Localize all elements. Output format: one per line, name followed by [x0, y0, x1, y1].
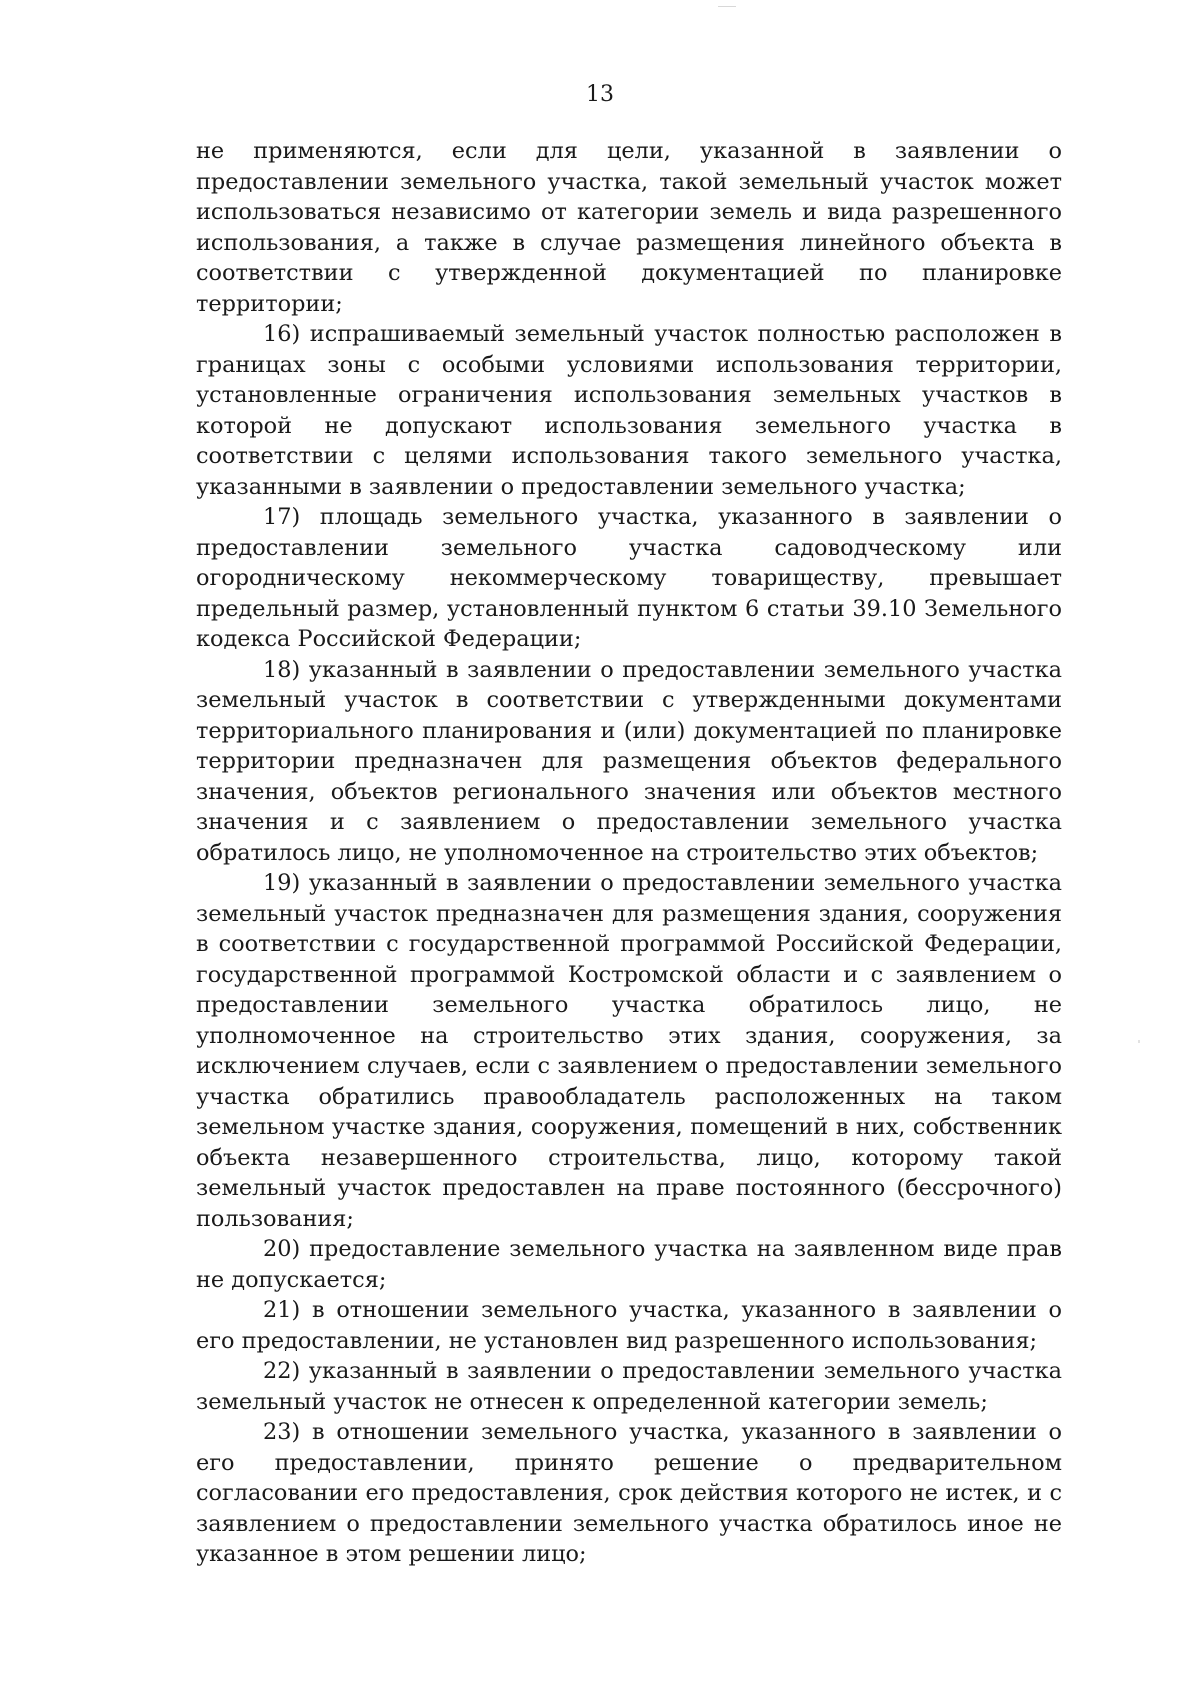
paragraph-item-20: 20) предоставление земельного участка на заявленном виде прав не допускается; — [196, 1236, 1062, 1293]
paragraph-item-16: 16) испрашиваемый земельный участок полностью расположен в границах зоны с особыми условиями использования территории, установленные ограничения использования земельных участков в которой не допускают использования земельного участка в соответствии с целями использования такого земельного участка, указанными в заявлении о предоставлении земельного участка; — [196, 321, 1062, 500]
paragraph-item-23: 23) в отношении земельного участка, указанного в заявлении о его предоставлении, принято решение о предварительном согласовании его предоставления, срок действия которого не истек, и с заявлением о предоставлении земельного участка обратилось иное не указанное в этом решении лицо; — [196, 1419, 1062, 1567]
paragraph-item-17: 17) площадь земельного участка, указанного в заявлении о предоставлении земельного участка садоводческому или огородническому некоммерческому товариществу, превышает предельный размер, установленный пунктом 6 статьи 39.10 Земельного кодекса Российской Федерации; — [196, 504, 1062, 652]
paragraph-item-21: 21) в отношении земельного участка, указанного в заявлении о его предоставлении, не установлен вид разрешенного использования; — [196, 1297, 1062, 1354]
page-number: 13 — [586, 82, 614, 107]
scan-artifact — [718, 6, 736, 7]
paragraph-item-19: 19) указанный в заявлении о предоставлении земельного участка земельный участок предназначен для размещения здания, сооружения в соответствии с государственной программой Российской Федерации, государственной программой Костромской области и с заявлением о предоставлении земельного участка обратилось лицо, не уполномоченное на строительство этих здания, сооружения, за исключением случаев, если с заявлением о предоставлении земельного участка обратились правообладатель расположенных на таком земельном участке здания, сооружения, помещений в них, собственник объекта незавершенного строительства, лицо, которому такой земельный участок предоставлен на праве постоянного (бессрочного) пользования; — [196, 870, 1062, 1232]
paragraph-item-22: 22) указанный в заявлении о предоставлении земельного участка земельный участок не отнесен к определенной категории земель; — [196, 1358, 1062, 1415]
scan-artifact — [1138, 1040, 1140, 1043]
document-body — [196, 136, 1062, 1570]
paragraph-item-18: 18) указанный в заявлении о предоставлении земельного участка земельный участок в соответствии с утвержденными документами территориального планирования и (или) документацией по планировке территории предназначен для размещения объектов федерального значения, объектов регионального значения или объектов местного значения и с заявлением о предоставлении земельного участка обратилось лицо, не уполномоченное на строительство этих объектов; — [196, 656, 1062, 866]
paragraph-continuation: не применяются, если для цели, указанной в заявлении о предоставлении земельного участка, такой земельный участок может использоваться независимо от категории земель и вида разрешенного использования, а также в случае размещения линейного объекта в соответствии с утвержденной документацией по планировке территории; — [196, 138, 1062, 317]
